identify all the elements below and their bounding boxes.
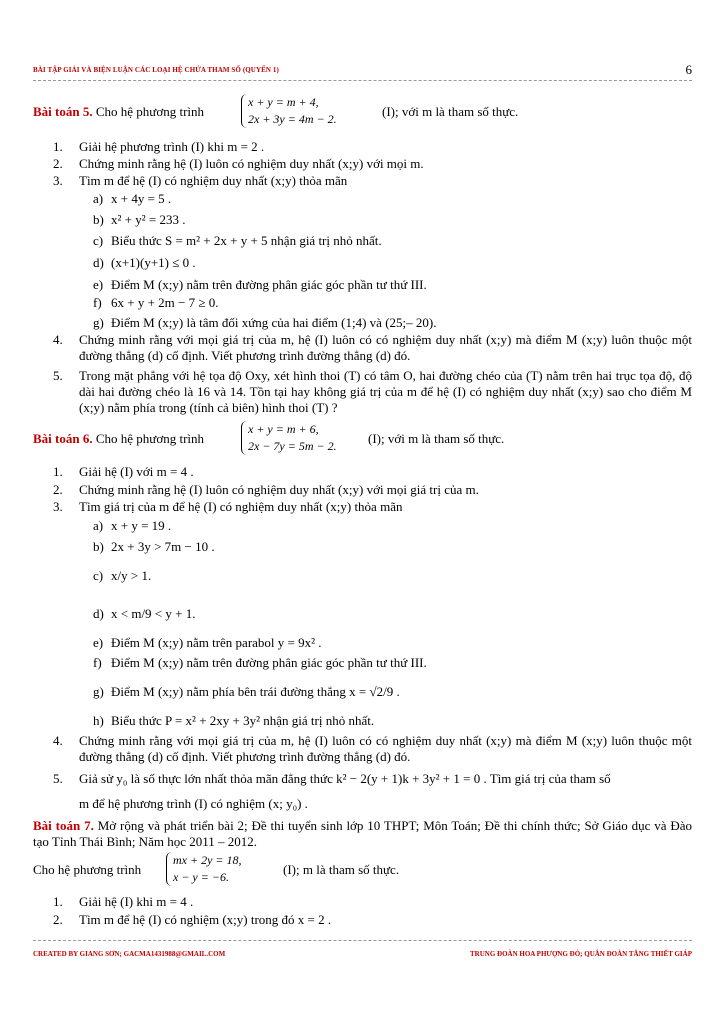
header-rule [33, 80, 692, 81]
problem-7-title: Bài toán 7. [33, 818, 94, 833]
problem-7-after: (I); m là tham số thực. [283, 862, 400, 877]
problem-5-intro: Cho hệ phương trình [95, 104, 205, 119]
problem-7-lead: Cho hệ phương trình [33, 862, 142, 877]
problem-6-title: Bài toán 6. [33, 431, 93, 446]
problem-6-intro: Cho hệ phương trình [95, 431, 205, 446]
p5-item-4: 4. Chứng minh rằng với mọi giá trị của m, hệ (I) luôn có có nghiệm duy nhất (x;y) mà điểm M (x;y) luôn thuộc một đường thẳng (d) cố định. Viết phương trình đường thẳng (d) đó. [53, 332, 692, 363]
problem-6-eq2: 2x − 7y = 5m − 2. [248, 439, 337, 453]
p5-item-5: 5. Trong mặt phẳng với hệ tọa độ Oxy, xét hình thoi (T) có tâm O, hai đường chéo của (T) nằm trên hai trục tọa độ, độ dài hai đường chéo là 16 và 14. Tồn tại hay không giá trị của m để hệ (I) có nghiệm duy nhất (x;y) sao cho điểm M (x;y) nằm phía trong (tính cả biên) hình thoi (T) ? [53, 368, 692, 415]
problem-5-heading [33, 104, 692, 120]
footer-left: CREATED BY GIANG SƠN; GACMA1431988@GMAIL.COM [33, 950, 226, 958]
page-number: 6 [685, 62, 692, 77]
footer-rule [33, 940, 692, 941]
running-header: BÀI TẬP GIẢI VÀ BIỆN LUẬN CÁC LOẠI HỆ CHỨA THAM SỐ (QUYỂN 1) [33, 66, 279, 74]
problem-7-intro: Mở rộng và phát triển bài 2; Đề thi tuyển sinh lớp 10 THPT; Môn Toán; Đề thi chính thức; Sở Giáo dục và Đào tạo Tỉnh Thái Bình; Năm học 2011 – 2012. [33, 818, 693, 849]
problem-7-system [166, 852, 242, 886]
problem-7-eq2: x − y = −6. [173, 870, 229, 884]
problem-5-title: Bài toán 5. [33, 104, 93, 119]
problem-6-heading [33, 431, 692, 447]
footer-right: TRUNG ĐOÀN HOA PHƯỢNG ĐỎ; QUÂN ĐOÀN TĂNG THIẾT GIÁP [469, 950, 692, 958]
problem-5-system [241, 94, 337, 128]
p6-item-4: 4. Chứng minh rằng với mọi giá trị của m, hệ (I) luôn có có nghiệm duy nhất (x;y) mà điểm M (x;y) luôn thuộc một đường thẳng (d) cố định. Viết phương trình đường thẳng (d) đó. [53, 733, 692, 764]
problem-6-after: (I); với m là tham số thực. [368, 431, 505, 446]
problem-5-eq1: x + y = m + 4, [248, 95, 319, 109]
problem-7-heading [33, 818, 692, 852]
problem-5-eq2: 2x + 3y = 4m − 2. [248, 112, 337, 126]
problem-6-eq1: x + y = m + 6, [248, 422, 319, 436]
problem-6-system [241, 421, 337, 455]
problem-5-after: (I); với m là tham số thực. [382, 104, 519, 119]
problem-7-eq1: mx + 2y = 18, [173, 853, 242, 867]
